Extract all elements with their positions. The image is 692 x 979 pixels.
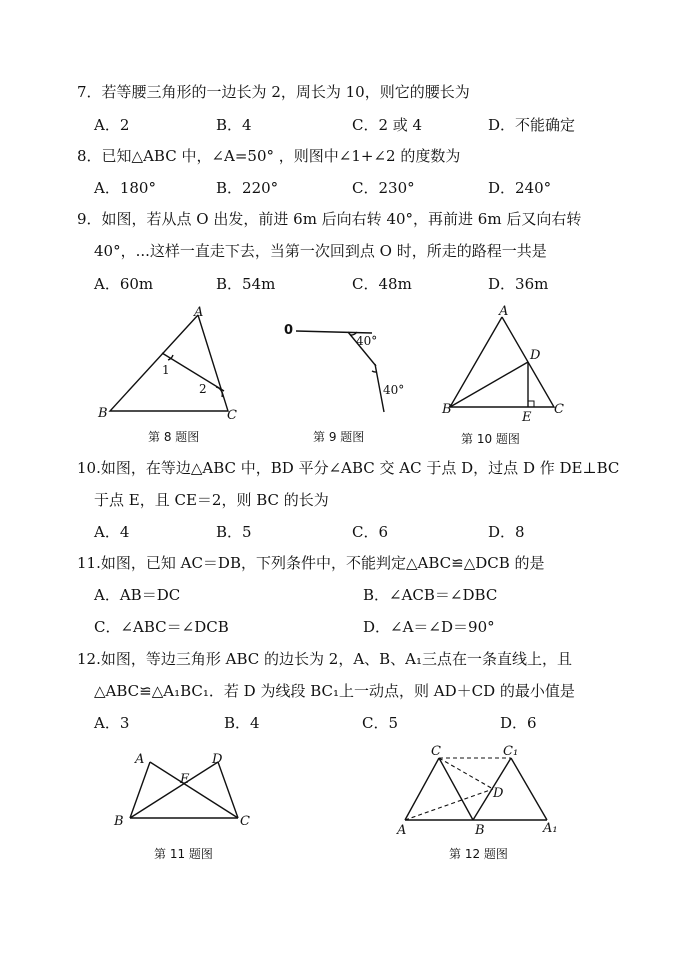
q10-option-a: A．4 (94, 523, 130, 541)
fig8-caption: 第 8 题图 (148, 430, 200, 444)
figure-8 (90, 305, 260, 423)
q11-option-a: A．AB＝DC (94, 586, 181, 604)
q12-option-a: A．3 (94, 714, 130, 732)
q9-option-b: B．54m (216, 275, 276, 293)
q12-option-c: C．5 (362, 714, 399, 732)
q12-option-b: B．4 (224, 714, 260, 732)
q9-stem-line2: 40°，...这样一直走下去，当第一次回到点 O 时，所走的路程一共是 (94, 242, 547, 260)
fig8-label-a: A (194, 305, 204, 320)
q12-stem-line1: 12.如图，等边三角形 ABC 的边长为 2，A、B、A₁三点在一条直线上，且 (77, 650, 573, 668)
fig10-bisector-bd (450, 362, 528, 407)
fig11-label-e: E (180, 772, 190, 787)
fig12-label-c1: C₁ (503, 744, 519, 759)
fig12-label-a1: A₁ (543, 821, 558, 836)
fig9-label-o: 0 (284, 323, 294, 338)
q8-stem: 8．已知△ABC 中，∠A=50° ，则图中∠1+∠2 的度数为 (77, 147, 461, 165)
q8-option-d: D．240° (488, 179, 552, 197)
fig10-label-c: C (554, 402, 564, 417)
q9-option-a: A．60m (94, 275, 154, 293)
fig12-label-c: C (431, 744, 441, 759)
fig12-side-c1a1 (511, 758, 547, 820)
q8-option-c: C．230° (352, 179, 415, 197)
figure-9 (280, 320, 420, 420)
fig8-label-2: 2 (199, 382, 207, 396)
q11-option-d: D．∠A＝∠D＝90° (363, 618, 495, 636)
q7-option-b: B．4 (216, 116, 252, 134)
figure-12 (395, 742, 575, 837)
q8-option-b: B．220° (216, 179, 279, 197)
q7-option-c: C．2 或 4 (352, 116, 423, 134)
figure-10 (440, 303, 580, 425)
q9-stem-line1: 9．如图，若从点 O 出发，前进 6m 后向右转 40°，再前进 6m 后又向右转 (77, 210, 582, 228)
fig10-label-d: D (530, 348, 541, 363)
q12-stem-line2: △ABC≌△A₁BC₁．若 D 为线段 BC₁上一动点，则 AD＋CD 的最小值是 (94, 682, 575, 700)
q7-option-a: A．2 (94, 116, 130, 134)
fig9-segment1 (296, 331, 372, 333)
fig11-side-ab (130, 762, 150, 818)
fig10-label-b: B (442, 402, 452, 417)
q11-option-b: B．∠ACB＝∠DBC (363, 586, 498, 604)
fig11-side-dc (218, 762, 238, 818)
fig11-label-a: A (135, 752, 145, 767)
fig10-caption: 第 10 题图 (461, 432, 520, 446)
q10-option-d: D．8 (488, 523, 525, 541)
q9-option-c: C．48m (352, 275, 412, 293)
q11-stem: 11.如图，已知 AC＝DB，下列条件中，不能判定△ABC≌△DCB 的是 (77, 554, 545, 572)
fig11-caption: 第 11 题图 (154, 847, 213, 861)
fig11-label-b: B (114, 814, 124, 829)
q8-option-a: A．180° (94, 179, 156, 197)
q9-option-d: D．36m (488, 275, 549, 293)
fig12-dashed-ad (405, 789, 493, 820)
q10-option-b: B．5 (216, 523, 252, 541)
q7-option-d: D．不能确定 (488, 116, 576, 134)
fig8-label-1: 1 (162, 363, 170, 377)
q10-option-c: C．6 (352, 523, 389, 541)
q11-option-c: C．∠ABC＝∠DCB (94, 618, 229, 636)
fig10-right-angle-mark (528, 401, 534, 407)
fig12-label-b: B (475, 823, 485, 838)
fig11-label-c: C (240, 814, 250, 829)
q12-option-d: D．6 (500, 714, 537, 732)
fig12-side-ac (405, 758, 439, 820)
fig12-caption: 第 12 题图 (449, 847, 508, 861)
fig8-label-b: B (98, 406, 108, 421)
fig12-label-d: D (493, 786, 504, 801)
fig9-angle1-label: 40° (356, 334, 378, 348)
figure-11 (110, 748, 260, 838)
q10-stem-line1: 10.如图，在等边△ABC 中，BD 平分∠ABC 交 AC 于点 D，过点 D 作 DE⊥BC (77, 459, 620, 477)
fig9-angle2-label: 40° (383, 383, 405, 397)
fig12-side-cb (439, 758, 473, 820)
fig10-label-e: E (522, 410, 532, 425)
fig11-diagonal-ac (150, 762, 238, 818)
fig11-label-d: D (212, 752, 223, 767)
fig10-label-a: A (499, 304, 509, 319)
q7-stem: 7．若等腰三角形的一边长为 2，周长为 10，则它的腰长为 (77, 83, 470, 101)
fig8-label-c: C (227, 408, 237, 423)
fig12-label-a: A (397, 823, 407, 838)
fig9-caption: 第 9 题图 (313, 430, 365, 444)
fig11-diagonal-db (130, 762, 218, 818)
q10-stem-line2: 于点 E，且 CE＝2，则 BC 的长为 (94, 491, 329, 509)
